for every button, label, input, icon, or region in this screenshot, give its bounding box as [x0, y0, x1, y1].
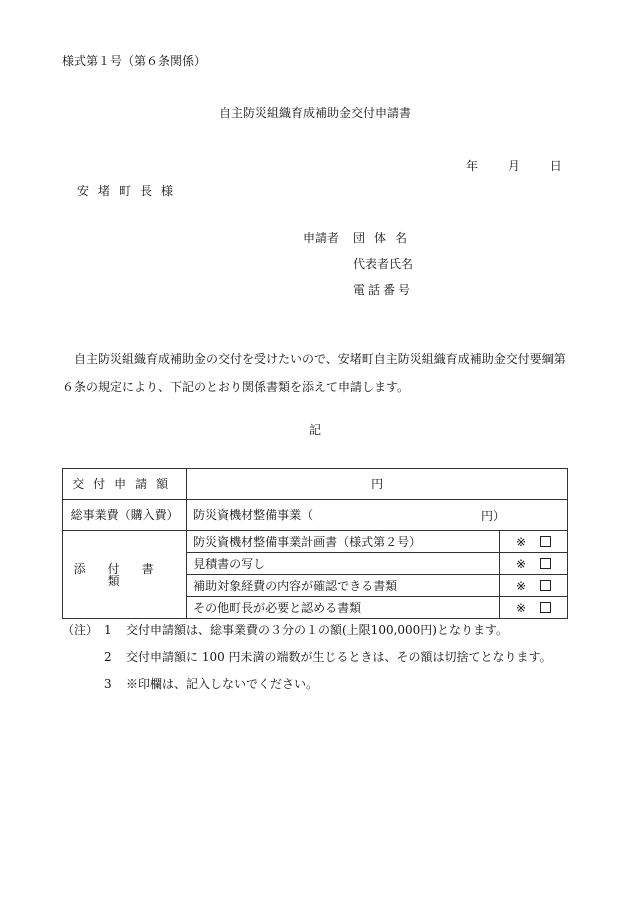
form-number: 様式第１号（第６条関係） — [62, 54, 207, 68]
total-unit: 円） — [480, 509, 505, 523]
total-value: 防災資機材整備事業（ — [193, 508, 314, 522]
kome-mark: ※ — [516, 578, 527, 593]
attachment-row — [63, 531, 568, 553]
amount-row — [63, 469, 568, 500]
note-number: 2 — [104, 650, 112, 664]
kome-mark: ※ — [516, 534, 527, 549]
date-line — [466, 160, 562, 172]
checkbox-icon[interactable] — [540, 558, 551, 569]
applicant-label: 申請者 — [303, 231, 340, 245]
checkbox-icon[interactable] — [540, 580, 551, 591]
representative-label: 代表者氏名 — [353, 257, 414, 271]
kome-mark: ※ — [516, 600, 527, 615]
phone-label: 電話番号 — [353, 283, 414, 297]
note-item — [62, 624, 508, 636]
date-day: 日 — [549, 159, 562, 173]
addressee: 安堵町長様 — [77, 184, 183, 198]
attachment-mark-cell — [500, 575, 568, 597]
ki-heading: 記 — [308, 423, 321, 437]
note-number: 3 — [104, 677, 112, 691]
checkbox-icon[interactable] — [540, 602, 551, 613]
total-label: 総事業費（購入費） — [63, 500, 187, 531]
attachment-mark-cell — [500, 597, 568, 619]
group-name-label: 団体名 — [353, 231, 417, 245]
page-title: 自主防災組織育成補助金交付申請書 — [218, 106, 411, 120]
application-table — [62, 468, 568, 619]
note-text: 交付申請額は、総事業費の３分の１の額(上限100,000円)となります。 — [126, 623, 509, 637]
total-row — [63, 500, 568, 531]
attachment-name: 補助対象経費の内容が確認できる書類 — [187, 575, 500, 597]
body-text: 自主防災組織育成補助金の交付を受けたいので、安堵町自主防災組織育成補助金交付要綱第６条の規定により、下記のとおり関係書類を添えて申請します。 — [62, 352, 566, 394]
attachments-label: 添付書類 — [63, 531, 187, 619]
amount-label: 交付申請額 — [63, 469, 187, 500]
note-text: 交付申請額に 100 円未満の端数が生じるときは、その額は切捨てとなります。 — [126, 650, 552, 664]
attachment-name: 見積書の写し — [187, 553, 500, 575]
note-text: ※印欄は、記入しないでください。 — [126, 677, 319, 691]
total-value-cell[interactable] — [187, 500, 568, 531]
attachment-mark-cell — [500, 553, 568, 575]
attachment-name: その他町長が必要と認める書類 — [187, 597, 500, 619]
attachment-mark-cell — [500, 531, 568, 553]
note-item — [104, 651, 552, 663]
date-year: 年 — [466, 159, 479, 173]
note-number: 1 — [104, 623, 112, 637]
kome-mark: ※ — [516, 556, 527, 571]
attachment-name: 防災資機材整備事業計画書（様式第２号） — [187, 531, 500, 553]
notes-prefix: （注） — [62, 623, 99, 637]
note-item — [104, 678, 318, 690]
date-month: 月 — [507, 159, 520, 173]
amount-unit[interactable]: 円 — [187, 469, 568, 500]
checkbox-icon[interactable] — [540, 536, 551, 547]
